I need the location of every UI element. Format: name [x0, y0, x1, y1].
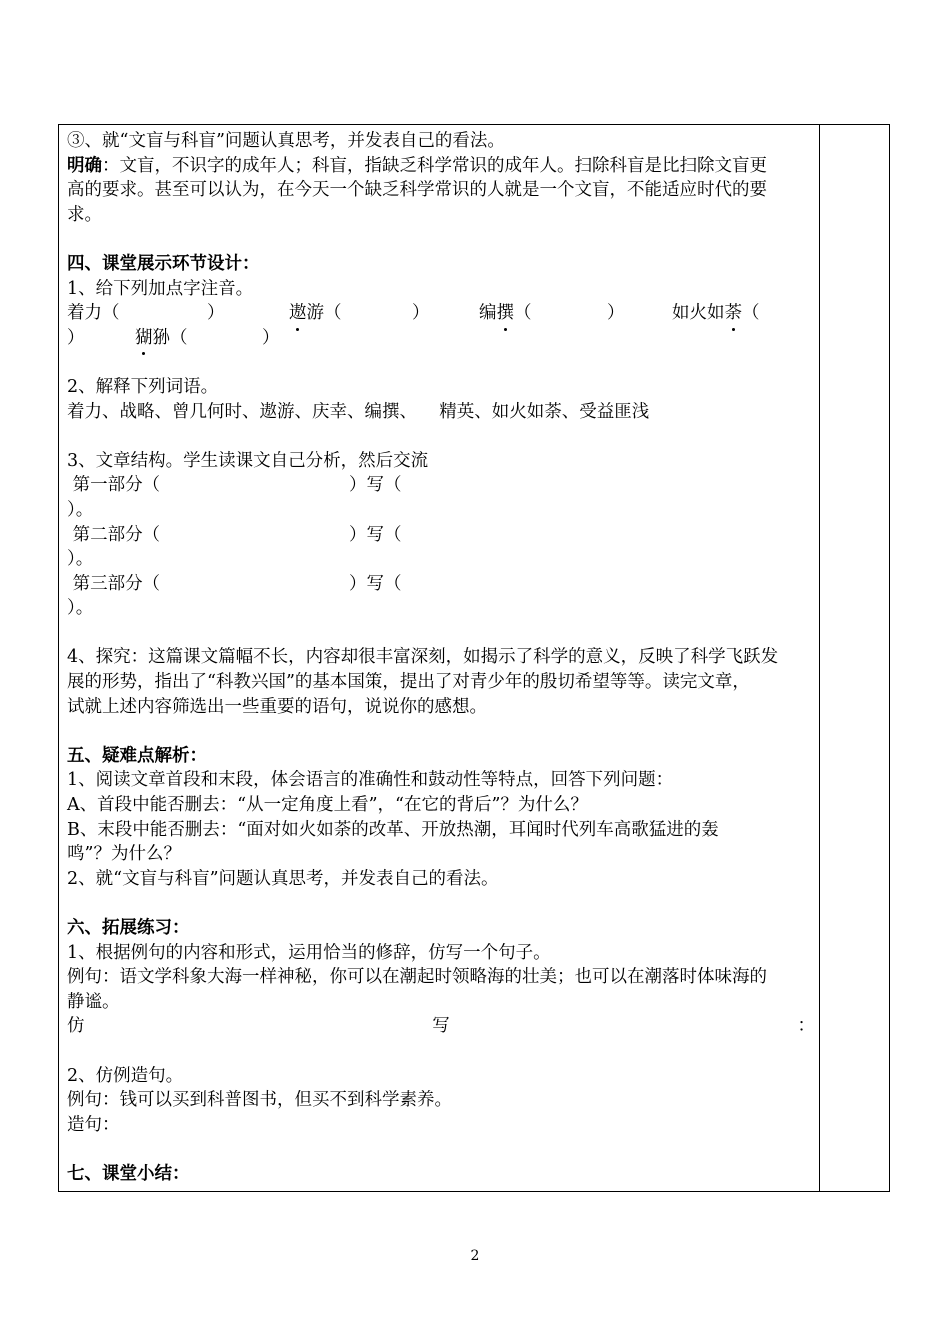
word-item: 着力（ — [67, 303, 120, 324]
word-item: 遨游（ — [289, 301, 342, 326]
question-text: 2、仿例造句。 — [67, 1065, 184, 1086]
lesson-table — [58, 124, 890, 1192]
section-heading: 四、课堂展示环节设计： — [67, 253, 260, 274]
question-text: 展的形势，指出了“科教兴国”的基本国策，提出了对青少年的殷切希望等等。读完文章， — [67, 672, 750, 693]
example-text: 例句：钱可以买到科普图书，但买不到科学素养。 — [67, 1090, 452, 1111]
question-text: ③、就“文盲与科盲”问题认真思考，并发表自己的看法。 — [67, 131, 505, 151]
example-text: 例句：语文学科象大海一样神秘，你可以在潮起时领略海的壮美；也可以在潮落时体味海的 — [67, 967, 767, 988]
structure-end: ）。 — [67, 549, 94, 570]
structure-row: 第三部分（ ）写（ — [67, 573, 402, 594]
answer-label: 明确 — [67, 155, 102, 176]
question-text: 1、给下列加点字注音。 — [67, 278, 254, 299]
structure-row: 第一部分（ ）写（ — [67, 475, 402, 496]
emphasis-dot: 荼 — [725, 301, 743, 326]
question-text: 2、就“文盲与科盲”问题认真思考，并发表自己的看法。 — [67, 868, 499, 889]
section-heading: 七、课堂小结： — [67, 1163, 190, 1184]
column-divider — [819, 125, 820, 1191]
example-text: 静谧。 — [67, 991, 120, 1012]
structure-row: 第二部分（ ）写（ — [67, 524, 402, 545]
section-heading: 六、拓展练习： — [67, 918, 190, 938]
answer-line: 高的要求。甚至可以认为，在今天一个缺乏科学常识的人就是一个文盲，不能适应时代的要 — [67, 180, 767, 201]
question-text: 4、探究：这篇课文篇幅不长，内容却很丰富深刻，如揭示了科学的意义，反映了科学飞跃发 — [67, 647, 779, 668]
emphasis-dot: 遨 — [289, 301, 307, 326]
question-text: 2、解释下列词语。 — [67, 376, 219, 397]
question-text: 1、阅读文章首段和末段，体会语言的准确性和鼓动性等特点，回答下列问题： — [67, 770, 674, 791]
word-item: 编撰（ — [479, 301, 532, 326]
page-number: 2 — [470, 1248, 480, 1264]
answer-line: 明确：文盲，不识字的成年人；科盲，指缺乏科学常识的成年人。扫除科盲是比扫除文盲更 — [67, 155, 767, 176]
emphasis-dot: 撰 — [497, 301, 515, 326]
pinyin-row: 着力（ ） 遨游（ ） 编撰（ ） 如火如荼（ — [67, 301, 815, 326]
question-text: 3、文章结构。学生读课文自己分析，然后交流 — [67, 450, 429, 471]
structure-end: ）。 — [67, 598, 94, 619]
question-text: 试就上述内容筛选出一些重要的语句，说说你的感想。 — [67, 696, 487, 717]
word-item: 如火如荼（ — [672, 301, 760, 326]
question-text: A、首段中能否删去：“从一定角度上看”，“在它的背后”？为什么？ — [67, 795, 588, 816]
word-item: 猢狲（ — [135, 326, 188, 351]
word-list: 着力、战略、曾几何时、遨游、庆幸、编撰、 精英、如火如荼、受益匪浅 — [67, 401, 650, 422]
answer-prompt: 造句： — [67, 1114, 120, 1135]
structure-end: ）。 — [67, 499, 94, 520]
pinyin-row: ） 猢狲（ ） — [67, 326, 815, 351]
lesson-content — [67, 129, 815, 1187]
imitation-line: 仿 写 ： — [67, 1016, 815, 1037]
question-text: 鸣”？为什么？ — [67, 844, 181, 865]
question-text: B、末段中能否删去：“面对如火如荼的改革、开放热潮，耳闻时代列车高歌猛进的轰 — [67, 819, 719, 840]
emphasis-dot: 猢 — [135, 326, 153, 351]
answer-line: 求。 — [67, 204, 102, 225]
question-text: 1、根据例句的内容和形式，运用恰当的修辞，仿写一个句子。 — [67, 942, 551, 963]
section-heading: 五、疑难点解析： — [67, 745, 207, 766]
